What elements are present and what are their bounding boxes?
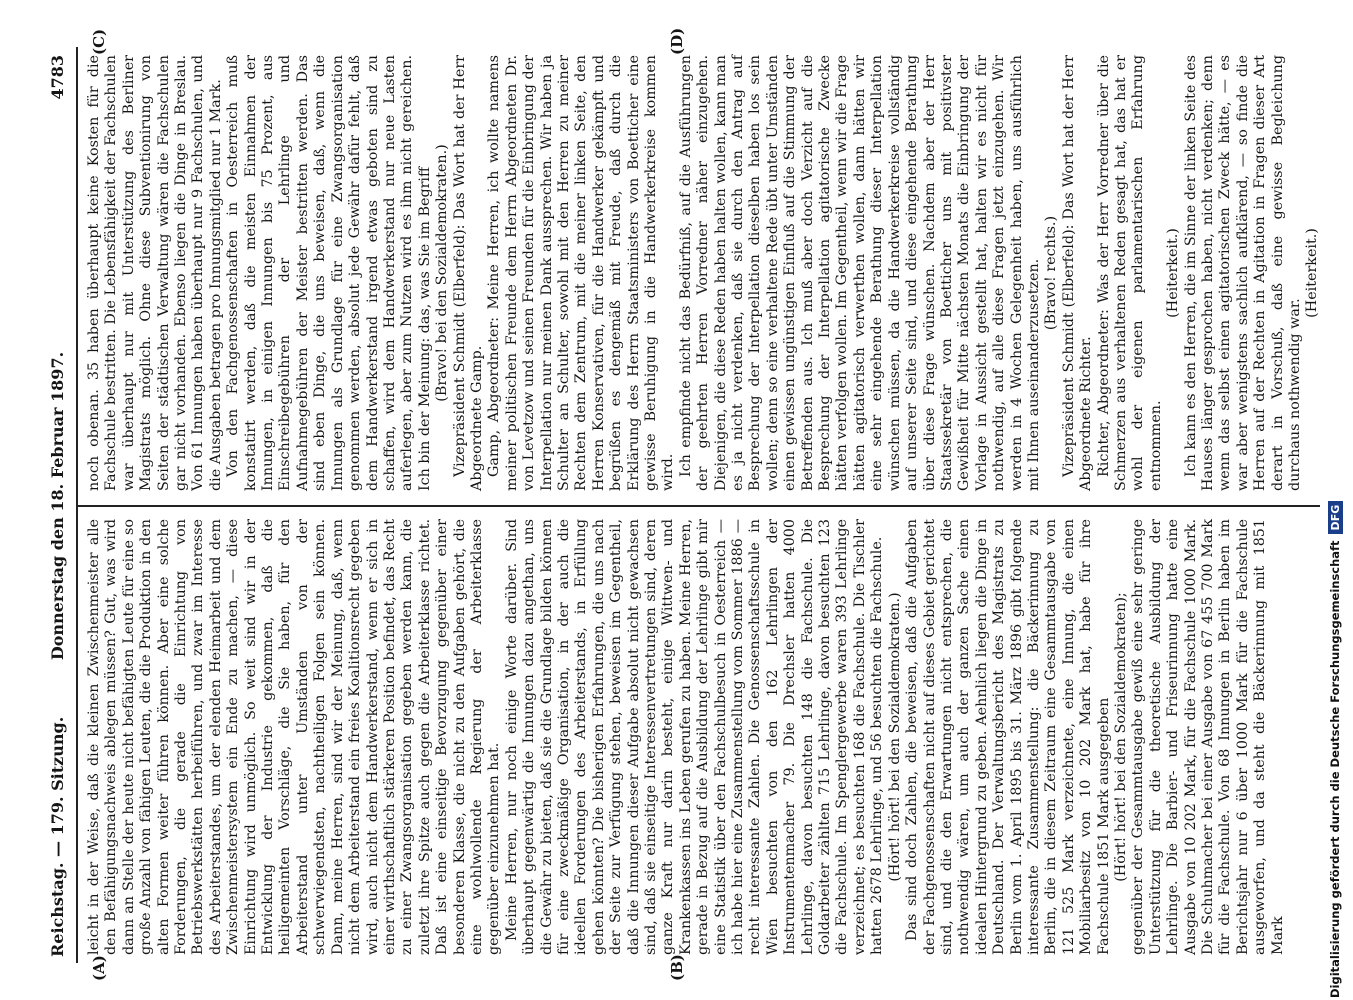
paragraph: gegenüber der Gesammtausgabe gewiß eine sehr geringe Unterstützung für die theoretische Ausbildung der Lehrlinge. Die Barbier- und Friseurinnung hatte eine Ausgabe von 10 202 Mark, für die Fachschule 1000 Mark. Die Schuhmacher bei einer Ausgabe von 67 455 700 Mark für die Fachschule. Von 68 Innungen in Berlin haben im Berichtsjahr nur 6 über 1000 Mark für die Fachschule ausgeworfen, und da steht die Bäckerinnung mit 1851 Mark <box>1130 519 1286 955</box>
page-number: 4783 <box>48 55 67 100</box>
interjection: (Bravo! bei den Sozialdemokraten.) <box>434 144 451 402</box>
digitization-credit <box>1328 8 1343 998</box>
rotated-page <box>38 25 1328 985</box>
right-column <box>86 55 1321 491</box>
paragraph: Ich kann es den Herren, die im Sinne der linken Seite des Hauses länger gesprochen haben, nicht verdenken; denn wenn das selbst einen agitatorischen Zweck hätte, — es war aber wenigstens sachlich aufklärend, — so finde die Herren auf der Rechten in Agitation in Fragen dieser Art derart in Vorschuß, daß eine gewisse Begleichung durchaus nothwendig war. <box>1182 55 1304 491</box>
page-header <box>44 55 74 957</box>
interjection: (Hört! hört! bei den Sozialdemokraten.) <box>886 592 903 882</box>
marker-c: (C) <box>90 28 108 55</box>
paragraph: Das sind doch Zahlen, die beweisen, daß die Aufgaben der Fachgenossenschaften nicht auf dieses Gebiet gerichtet sind, und die den Erwartungen nicht entsprechen, die nothwendig wären, um auch der ganzen Sache einen idealen Hintergrund zu geben. Aehnlich liegen die Dinge in Deutschland. Der Verwaltungsbericht des Magistrats zu Berlin vom 1. April 1895 bis 31. März 1896 gibt folgende interessante Zusammenstellung: die Bäckerinnung zu Berlin, die in diesem Zeitraum eine Gesammtausgabe von 121 525 Mark verzeichnete, eine Innung, die einen Mobiliarbesitz von 10 202 Mark hat, habe für ihre Fachschule 1851 Mark ausgegeben <box>904 519 1112 955</box>
speech-richter: Richter, Abgeordneter: Was der Herr Vorredner über die Schmerzen aus verhaltenen Reden gesagt hat, das hat er wohl der eigenen parlamentarischen Erfahrung entnommen. <box>1095 55 1164 491</box>
column-divider <box>78 505 1320 507</box>
paragraph: Ich empfinde nicht das Bedürfniß, auf die Ausführungen der geehrten Herren Vorredner näher einzugehen. Diejenigen, die diese Reden haben halten wollen, kann man es ja nicht verdenken, daß sie durch den Antrag auf Besprechung der Interpellation dieselben haben los sein wollen; denn so eine verhaltene Rede übt unter Umständen einen gewissen ungünstigen Einfluß auf die Stimmung der Betreffenden aus. Ich muß aber doch Verzicht auf die Besprechung der Interpellation agitatorische Zwecke hätten verfolgen wollen. Im Gegentheil, wenn wir die Frage hätten agitatorisch verwerthen wollen, dann hätten wir eine sehr eingehende Berathung dieser Interpellation wünschen müssen, da die Handwerkerkreise vollständig auf unserer Seite sind, und diese eingehende Berathung über diese Frage wünschen. Nachdem aber der Herr Staatssekretär von Boetticher uns mit positivster Gewißheit für Mitte nächsten Monats die Einbringung der Vorlage in Aussicht gestellt hat, halten wir es nicht für nothwendig, auf alle diese Fragen jetzt einzugehen. Wir werden in 4 Wochen Gelegenheit haben, uns ausführlich mit Ihnen auseinanderzusetzen. <box>677 55 1042 491</box>
header-session: Reichstag. — 179. Sitzung. <box>48 716 67 957</box>
speaker-intro: Vizepräsident Schmidt (Elberfeld): Das Wort hat der Herr Abgeordnete Gamp. <box>451 55 485 491</box>
header-date: Donnerstag den 18. Februar 1897. <box>48 351 67 661</box>
left-column <box>86 519 1318 955</box>
interjection: (Heiterkeit.) <box>1304 228 1321 318</box>
paragraph: noch obenan. 35 haben überhaupt keine Kosten für die Fachschule bestritten. Die Lebensfähigkeit der Fachschulen war überhaupt nur mit Unterstützung des Berliner Magistrats möglich. Ohne diese Subventionirung von Seiten der städtischen Verwaltung wären die Fachschulen gar nicht vorhanden. Ebenso liegen die Dinge in Breslau. Von 61 Innungen haben überhaupt nur 9 Fachschulen, und die Ausgaben betragen pro Innungsmitglied nur 1 Mark. <box>86 55 224 491</box>
marker-a: (A) <box>90 955 108 981</box>
speech-gamp: Gamp, Abgeordneter: Meine Herren, ich wollte namens meiner politischen Freunde dem Herrn Abgeordneten Dr. von Levetzow und seinen Freunden für die Einbringung der Interpellation nur meinen Dank aussprechen. Wir haben ja Schulter an Schulter, sowohl mit den Herren zu meiner Rechten dem Zentrum, mit die meiner linken Seite, den Herren Konservativen, für die Handwerker gekämpft und begrüßen es dengemäß mit Freude, daß durch die Erklärung des Herrn Staatsministers von Boetticher eine gewisse Beruhigung in die Handwerkerkreise kommen wird. <box>486 55 677 491</box>
dfg-logo: DFG <box>1328 501 1343 535</box>
interjection: (Bravo! rechts.) <box>1043 215 1060 331</box>
paragraph: leicht in der Weise, daß die kleinen Zwischenmeister alle den Befähigungsnachweis ablegen müssen? Gut, was wird dann an Stelle der heute nicht befähigten Leute für eine so große Anzahl von fähigen Leuten, die die Produktion in den alten Formen weiter führen können. Aber eine solche Forderungen, die gerade die Einrichtung von Betriebswerkstätten herbeiführen, und zwar im Interesse des Arbeiterstandes, um der elenden Heimarbeit und dem Zwischenmeistersystem ein Ende zu machen, — diese Einrichtung wird unmöglich. So weit sind wir in der Entwicklung der Industrie gekommen, daß die heiligemeinten Vorschläge, die Sie haben, für den Arbeiterstand unter Umständen von der schwerwiegendsten, nachtheiligen Folgen sein können. Dann, meine Herren, sind wir der Meinung, daß, wenn nicht dem Arbeiterstand ein freies Koalitionsrecht gegeben wird, auch nicht dem Handwerkerstand, wenn er sich in einer wirthschaftlich stärkeren Position befindet, das Recht zu einer Zwangsorganisation gegeben werden kann, die zuletzt ihre Spitze auch gegen die Arbeiterklasse richtet. Daß ist eine einseitige Bevorzugung gegenüber einer besonderen Klasse, die nicht zu den Aufgaben gehört, die eine wohlwollende Regierung der Arbeiterklasse gegenüber einzunehmen hat. <box>86 519 503 955</box>
marker-b: (B) <box>668 954 686 981</box>
speaker-intro: Vizepräsident Schmidt (Elberfeld): Das Wort hat der Herr Abgeordnete Richter. <box>1060 55 1095 491</box>
paragraph: Von den Fachgenossenschaften in Oesterreich muß konstatirt werden, daß die meisten Einnahmen der Innungen, in einigen Innungen bis 75 Prozent, aus Einschreibegebühren der Lehrlinge und Aufnahmegebühren der Meister bestritten werden. Das sind eben Dinge, die uns beweisen, daß, wenn die Innungen als Grundlage für eine Zwangsorganisation genommen werden, absolut jede Gewähr dafür fehlt, daß dem Handwerkerstand irgend etwas geboten sind zu schaffen, wird dem Handwerkerstand nur neue Lasten auferlegen, aber zum Nutzen wird es ihm nicht gereichen. Ich bin der Meinung: das, was Sie im Begriff <box>225 55 433 491</box>
interjection: (Heiterkeit.) <box>1165 228 1182 318</box>
marker-d: (D) <box>668 27 686 55</box>
credit-text: Digitalisierung gefördert durch die Deutsche Forschungsgemeinschaft <box>1328 540 1342 998</box>
interjection: (Hört! hört! bei den Sozialdemokraten); <box>1112 592 1129 882</box>
paragraph: Meine Herren, nur noch einige Worte darüber. Sind überhaupt gegenwärtig die Innungen dazu angethan, uns die Gewähr zu bieten, daß sie die Grundlage bilden können für eine zweckmäßige Organisation, in der auch die ideellen Forderungen des Arbeiterstands, in Erfüllung gehen könnten? Die bisherigen Erfahrungen, die uns nach der Seite zur Verfügung stehen, beweisen im Gegentheil, daß die Innungen dieser Aufgabe absolut nicht gewachsen sind, daß sie einseitige Interessenvertretungen sind, deren ganze Kraft nur darin besteht, einige Wittwen- und Krankenkassen ins Leben gerufen zu haben. Meine Herren, gerade in Bezug auf die Ausbildung der Lehrlinge gibt mir eine Statistik über den Fachschulbesuch in Oesterreich — ich habe hier eine Zusammenstellung vom Sommer 1886 — recht interessante Zahlen. Die Genossenschaftsschule in Wien besuchten von den 162 Lehrlingen der Instrumentenmacher 79. Die Drechsler hatten 4000 Lehrlinge, davon besuchten 148 die Fachschule. Die Goldarbeiter zählten 715 Lehrlinge, davon besuchten 123 die Fachschule. Im Spenglergewerbe waren 393 Lehrlinge verzeichnet; es besuchten 168 die Fachschule. Die Tischler hatten 2678 Lehrlinge, und 56 besuchten die Fachschule. <box>503 519 886 955</box>
